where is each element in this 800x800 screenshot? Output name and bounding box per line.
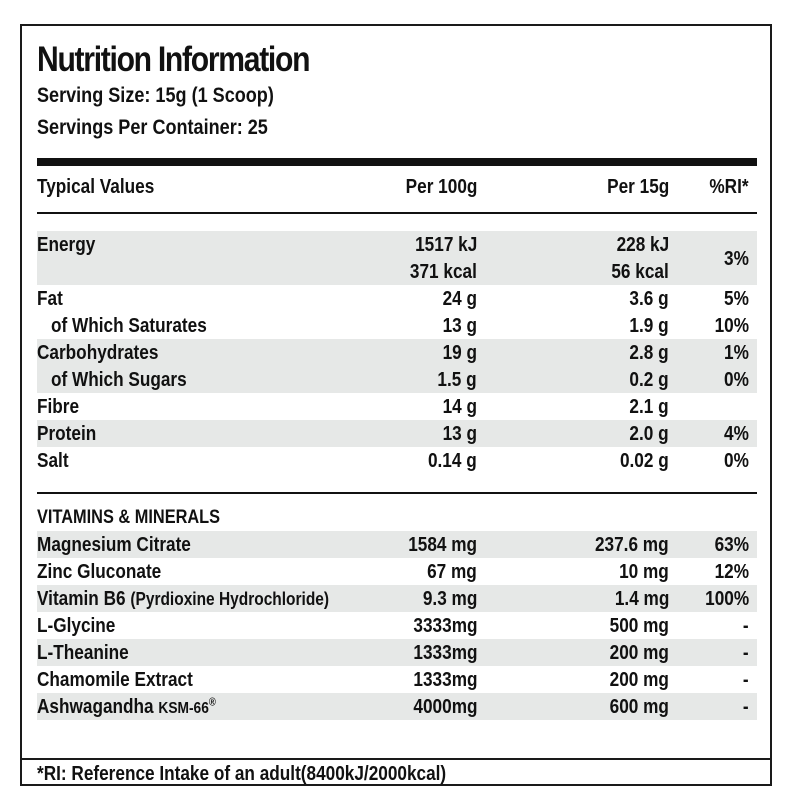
nutrient-name: Fibre — [37, 396, 80, 418]
ingredient-name-detail: KSM-66 — [158, 700, 209, 717]
vitamins-divider — [37, 492, 757, 494]
per15-value: 2.8 g — [629, 342, 669, 364]
per100-value: 14 g — [442, 396, 477, 418]
per100-value: 3333mg — [412, 615, 477, 637]
table-row — [37, 447, 757, 474]
table-row — [37, 693, 757, 720]
col-per-15g: Per 15g — [606, 176, 669, 198]
per100-value: 24 g — [442, 288, 477, 310]
ri-value: - — [743, 642, 749, 664]
table-row-energy — [37, 231, 757, 285]
energy-per15-kj: 228 kJ — [616, 234, 669, 256]
table-row — [37, 558, 757, 585]
ri-value: 5% — [724, 288, 749, 310]
ri-value: 12% — [714, 561, 749, 583]
per15-value: 600 mg — [609, 696, 669, 718]
page-title: Nutrition Information — [37, 40, 310, 79]
nutrient-name: Energy — [37, 234, 96, 256]
table-row — [37, 285, 757, 312]
per100-value: 0.14 g — [428, 450, 477, 472]
table-row — [37, 639, 757, 666]
per100-value: 13 g — [442, 423, 477, 445]
per15-value: 500 mg — [609, 615, 669, 637]
col-typical-values: Typical Values — [37, 176, 155, 198]
ingredient-name: Zinc Gluconate — [37, 561, 162, 583]
per15-value: 3.6 g — [629, 288, 669, 310]
per100-value: 1584 mg — [408, 534, 477, 556]
ri-value: - — [743, 669, 749, 691]
per15-value: 0.02 g — [620, 450, 669, 472]
energy-per15-kcal: 56 kcal — [611, 261, 669, 283]
footer-note: *RI: Reference Intake of an adult(8400kJ/2000kcal) — [37, 763, 447, 785]
per100-value: 4000mg — [412, 696, 477, 718]
nutrient-name: Fat — [37, 288, 63, 310]
table-row — [37, 339, 757, 366]
ri-value: 10% — [714, 315, 749, 337]
ri-value: 100% — [705, 588, 749, 610]
per15-value: 1.4 mg — [614, 588, 669, 610]
header-divider — [37, 158, 757, 166]
per100-value: 1333mg — [412, 642, 477, 664]
table-row — [37, 393, 757, 420]
per100-value: 1333mg — [412, 669, 477, 691]
servings-per-container: Servings Per Container: 25 — [37, 116, 268, 139]
ingredient-name-wrap — [37, 588, 329, 611]
per15-value: 237.6 mg — [595, 534, 669, 556]
table-row — [37, 312, 757, 339]
per15-value: 10 mg — [619, 561, 669, 583]
per15-value: 0.2 g — [629, 369, 669, 391]
nutrient-name: of Which Saturates — [51, 315, 207, 337]
per15-value: 2.1 g — [629, 396, 669, 418]
ingredient-name: L-Glycine — [37, 615, 116, 637]
per100-value: 19 g — [442, 342, 477, 364]
section-label: VITAMINS & MINERALS — [37, 507, 221, 528]
per15-value: 200 mg — [609, 669, 669, 691]
per100-value: 9.3 mg — [422, 588, 477, 610]
energy-ri: 3% — [724, 248, 749, 270]
per100-value: 1.5 g — [437, 369, 477, 391]
ri-value: - — [743, 696, 749, 718]
registered-mark: ® — [208, 696, 216, 709]
ri-value: 0% — [724, 369, 749, 391]
table-row — [37, 366, 757, 393]
nutrition-panel — [20, 24, 772, 786]
nutrient-name: Carbohydrates — [37, 342, 159, 364]
vitamins-section-header — [37, 504, 757, 531]
ingredient-name: L-Theanine — [37, 642, 129, 664]
ri-value: 1% — [724, 342, 749, 364]
per15-value: 2.0 g — [629, 423, 669, 445]
footer — [22, 758, 770, 786]
ingredient-name: Magnesium Citrate — [37, 534, 191, 556]
ingredient-name-wrap — [37, 696, 216, 719]
energy-per100-kj: 1517 kJ — [414, 234, 477, 256]
col-ri: %RI* — [709, 176, 749, 198]
ingredient-name: Vitamin B6 — [37, 588, 126, 610]
nutrient-name: of Which Sugars — [51, 369, 187, 391]
table-row — [37, 531, 757, 558]
per15-value: 1.9 g — [629, 315, 669, 337]
table-row — [37, 585, 757, 612]
nutrient-name: Protein — [37, 423, 97, 445]
col-per-100g: Per 100g — [405, 176, 477, 198]
table-row — [37, 420, 757, 447]
serving-size: Serving Size: 15g (1 Scoop) — [37, 84, 274, 107]
ingredient-name: Ashwagandha — [37, 696, 154, 718]
ingredient-name-detail: (Pyrdioxine Hydrochloride) — [130, 589, 330, 609]
per100-value: 13 g — [442, 315, 477, 337]
ri-value: 0% — [724, 450, 749, 472]
column-header-row — [37, 176, 757, 203]
table-row — [37, 666, 757, 693]
ri-value: - — [743, 615, 749, 637]
ri-value: 63% — [714, 534, 749, 556]
ingredient-name: Chamomile Extract — [37, 669, 193, 691]
table-row — [37, 612, 757, 639]
ri-value: 4% — [724, 423, 749, 445]
energy-per100-kcal: 371 kcal — [410, 261, 477, 283]
columns-divider — [37, 212, 757, 214]
nutrient-name: Salt — [37, 450, 69, 472]
per100-value: 67 mg — [427, 561, 477, 583]
per15-value: 200 mg — [609, 642, 669, 664]
